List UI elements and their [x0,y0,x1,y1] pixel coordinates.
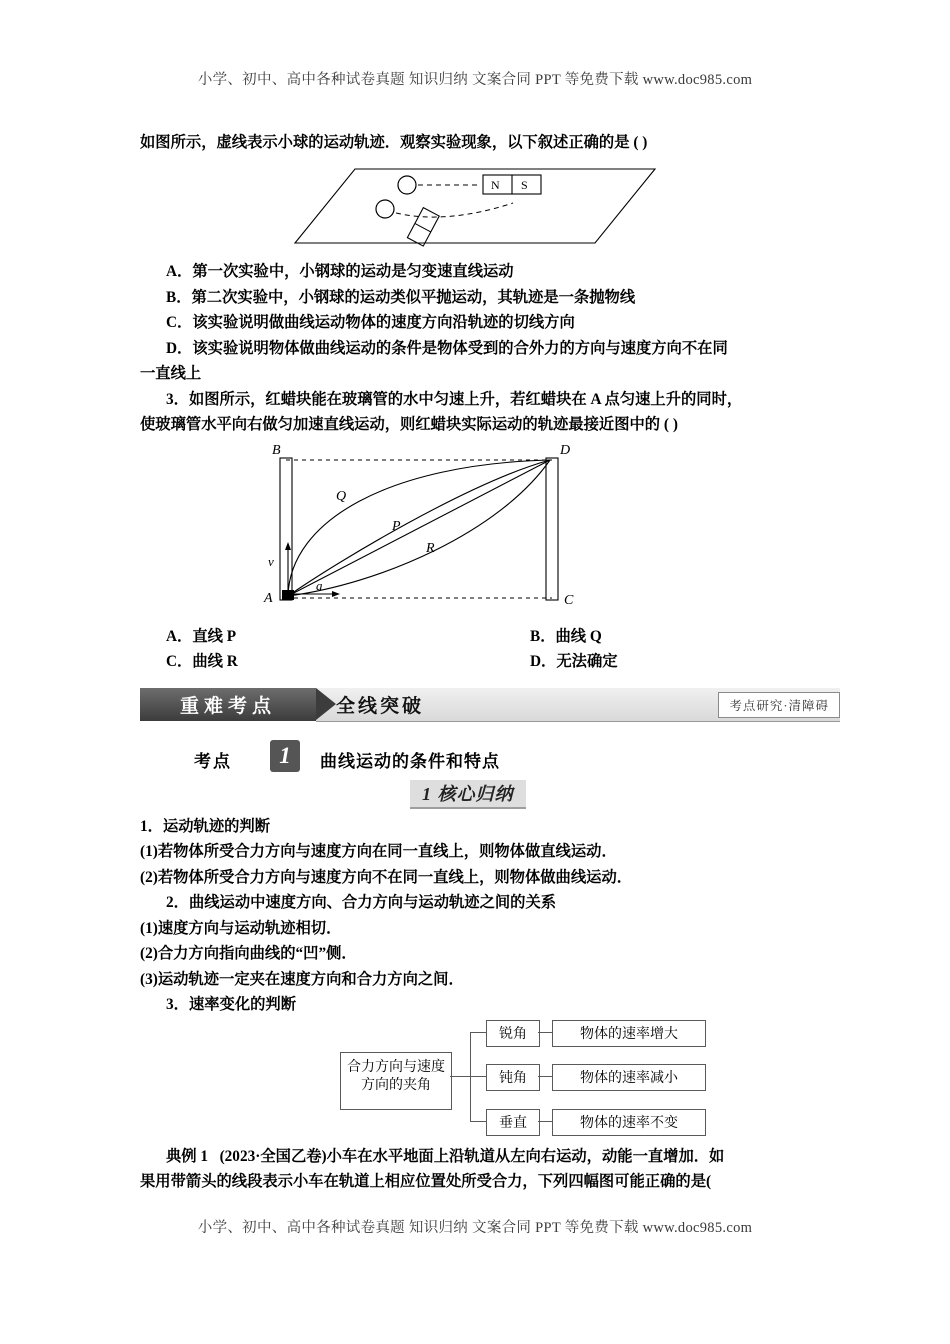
flow-line-r3 [538,1121,552,1122]
flow-cond-3-label: 垂直 [499,1116,527,1131]
figure-parallelogram-canvas [255,161,675,249]
svg-text:S: S [521,178,528,192]
parallelogram-svg [255,161,675,249]
flow-line-vertical [470,1032,471,1122]
figure-wax-tube [140,442,812,620]
flow-cond-2 [486,1064,540,1091]
q3-option-b: B．曲线 Q [530,627,602,645]
q3-stem-line1: 3．如图所示，红蜡块能在玻璃管的水中匀速上升，若红蜡块在 A 点匀速上升的同时， [166,390,743,408]
kaodian-title: 曲线运动的条件和特点 [320,751,500,771]
svg-text:P: P [392,518,401,534]
svg-text:D: D [560,442,571,458]
banner-tag: 考点研究·清障碍 [718,692,840,718]
note-2-3: (3)运动轨迹一定夹在速度方向和合力方向之间． [140,970,464,988]
flow-line-trunk [450,1076,470,1077]
figure-parallelogram [140,161,812,251]
q2-option-c: C．该实验说明做曲线运动物体的速度方向沿轨迹的切线方向 [166,314,575,331]
q3-option-c: C．曲线 R [166,652,238,670]
page-footer: 小学、初中、高中各种试卷真题 知识归纳 文案合同 PPT 等免费下载 www.doc985.com [197,1220,753,1236]
q2-option-b: B．第二次实验中，小钢球的运动类似平抛运动，其轨迹是一条抛物线 [166,288,636,306]
flow-result-2 [552,1064,706,1091]
flow-chart [140,1024,812,1140]
svg-text:Q: Q [336,488,347,504]
flow-result-2-label: 物体的速率减小 [580,1071,678,1086]
note-3: 3．速率变化的判断 [166,996,297,1013]
svg-text:N: N [491,178,500,192]
banner-title: 重难考点 [140,688,316,721]
svg-text:C: C [564,592,574,608]
section-banner [140,688,840,726]
svg-text:v: v [268,553,274,569]
wax-tube-svg [140,442,812,618]
flow-cond-1-label: 锐角 [499,1027,527,1042]
q3-option-d: D．无法确定 [530,652,618,670]
note-2-2: (2)合力方向指向曲线的“凹”侧． [140,945,357,962]
note-1-2: (2)若物体所受合力方向与速度方向不在同一直线上，则物体做曲线运动． [140,868,633,886]
note-2-1: (1)速度方向与运动轨迹相切． [140,919,342,937]
flow-cond-1 [486,1020,540,1047]
flow-result-1 [552,1020,706,1047]
page-header: 小学、初中、高中各种试卷真题 知识归纳 文案合同 PPT 等免费下载 www.doc985.com [197,72,753,88]
kaodian-label: 考点 [194,751,232,771]
note-1-1: (1)若物体所受合力方向与速度方向在同一直线上，则物体做直线运动． [140,843,617,860]
page-content [140,130,829,1195]
q3-options-row-1 [140,624,812,649]
q3-stem-line2: 使玻璃管水平向右做匀加速直线运动，则红蜡块实际运动的轨迹最接近图中的 ( ) [140,416,678,433]
q2-option-d: D．该实验说明物体做曲线运动的条件是物体受到的合外力的方向与速度方向不在同 [166,339,728,357]
example-text-1: (2023·全国乙卷)小车在水平地面上沿轨道从左向右运动，动能一直增加．如 [219,1147,725,1165]
q2-option-a: A．第一次实验中，小钢球的运动是匀变速直线运动 [166,263,514,280]
note-2: 2．曲线运动中速度方向、合力方向与运动轨迹之间的关系 [166,894,557,911]
flow-line-b1 [470,1032,486,1033]
q2-stem: 如图所示，虚线表示小球的运动轨迹．观察实验现象，以下叙述正确的是 ( ) [140,134,648,151]
flow-result-3 [552,1109,706,1136]
flow-line-b2 [470,1076,486,1077]
flow-line-r2 [538,1076,552,1077]
flow-result-3-label: 物体的速率不变 [580,1116,678,1131]
banner-subtitle: 全线突破 [336,695,425,717]
example-label: 典例 1 [166,1147,209,1165]
svg-text:R: R [426,540,435,556]
core-summary-heading [140,780,812,814]
kaodian-heading [140,738,812,778]
flow-result-1-label: 物体的速率增大 [580,1027,678,1042]
q2-option-d-cont: 一直线上 [140,365,202,382]
flow-root-box [340,1052,452,1110]
q3-option-a: A．直线 P [166,627,237,645]
flow-cond-3 [486,1109,540,1136]
svg-text:A: A [264,590,273,606]
kaodian-number-badge: 1 [270,740,300,772]
flow-cond-2-label: 钝角 [499,1071,527,1086]
svg-text:a: a [316,577,323,593]
svg-text:B: B [272,442,281,458]
q3-options-row-2 [140,649,812,674]
example-line-1 [140,1144,812,1170]
flow-root-label: 合力方向与速度方向的夹角 [347,1059,445,1093]
note-1: 1．运动轨迹的判断 [140,817,271,835]
example-line-2: 果用带箭头的线段表示小车在轨道上相应位置处所受合力，下列四幅图可能正确的是( [140,1173,712,1190]
flow-line-b3 [470,1121,486,1122]
core-summary-badge: 1 核心归纳 [410,780,526,809]
banner-arrow-icon [316,688,336,720]
flow-line-r1 [538,1032,552,1033]
